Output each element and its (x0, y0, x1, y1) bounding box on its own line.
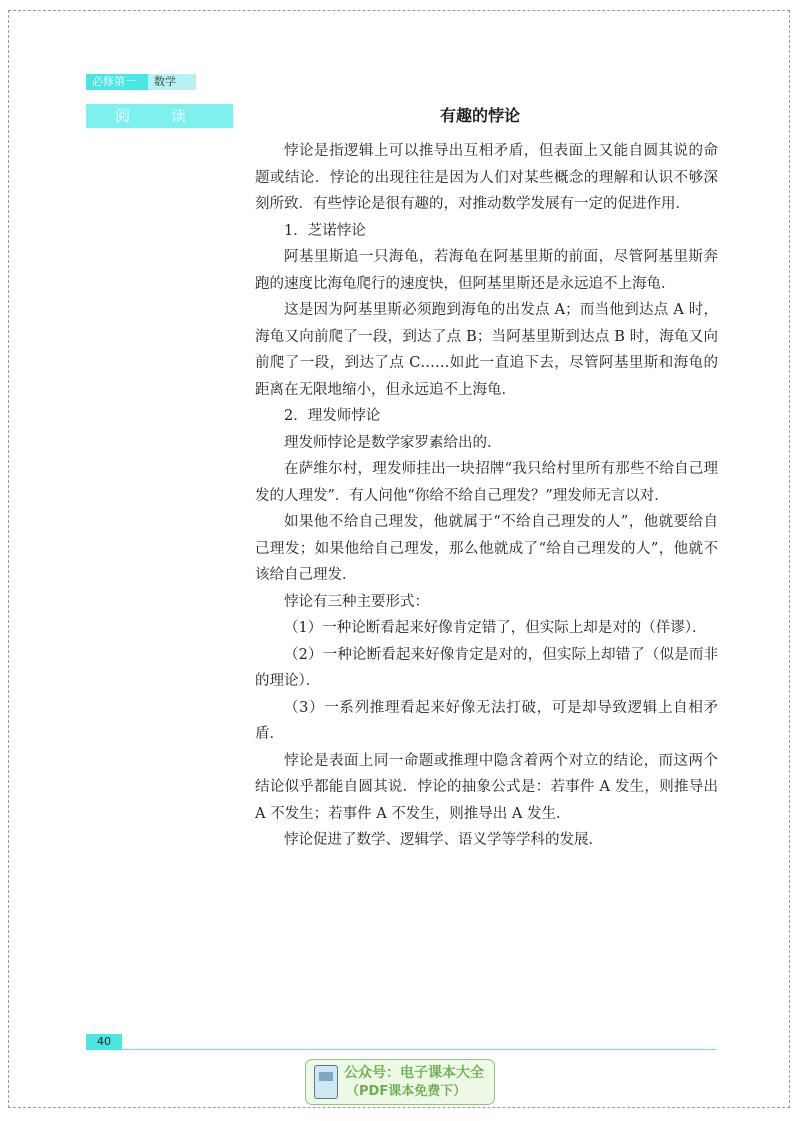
watermark-badge (305, 1059, 495, 1105)
list-item: （1）一种论断看起来好像肯定错了，但实际上却是对的（佯谬）． (284, 620, 707, 636)
list-item: （2）一种论断看起来好像肯定是对的，但实际上却错了（似是而非的理论）． (255, 646, 718, 689)
paragraph: 如果他不给自己理发，他就属于“不给自己理发的人”，他就要给自己理发；如果他给自己理发，那么他就成了“给自己理发的人”，他就不该给自己理发． (255, 514, 718, 583)
section-heading: 2．理发师悖论 (284, 408, 381, 424)
reading-section-bar: 阅 读 (86, 104, 233, 128)
header-book-label: 必修第一册 (86, 74, 148, 90)
paragraph: 阿基里斯追一只海龟，若海龟在阿基里斯的前面，尽管阿基里斯奔跑的速度比海龟爬行的速度快，但阿基里斯还是永远追不上海龟． (255, 249, 718, 292)
paragraph: 理发师悖论是数学家罗素给出的． (284, 434, 502, 451)
paragraph: 在萨维尔村，理发师挂出一块招牌“我只给村里所有那些不给自己理发的人理发”．有人问他“你给不给自己理发？”理发师无言以对． (255, 461, 718, 504)
book-logo-icon (314, 1065, 338, 1099)
list-item: （3）一系列推理看起来好像无法打破，可是却导致逻辑上自相矛盾． (255, 699, 718, 742)
paragraph: 悖论有三种主要形式： (284, 593, 429, 610)
page-number: 40 (86, 1034, 122, 1050)
paragraph: 悖论是指逻辑上可以推导出互相矛盾，但表面上又能自圆其说的命题或结论．悖论的出现往往是因为人们对某些概念的理解和认识不够深刻所致．有些悖论是很有趣的，对推动数学发展有一定的促进作用． (255, 143, 718, 212)
watermark-line-2: （PDF课本免费下） (346, 1084, 467, 1099)
article-title: 有趣的悖论 (439, 106, 520, 125)
header-subject-label: 数学 (148, 74, 196, 90)
paragraph: 悖论是表面上同一命题或推理中隐含着两个对立的结论，而这两个结论似乎都能自圆其说．悖论的抽象公式是：若事件 A 发生，则推导出 A 不发生；若事件 A 不发生，则推导出 A 发生． (255, 752, 718, 822)
section-heading: 1．芝诺悖论 (284, 222, 366, 239)
paragraph: 这是因为阿基里斯必须跑到海龟的出发点 A；而当他到达点 A 时，海龟又向前爬了一段，到达了点 B；当阿基里斯到达点 B 时，海龟又向前爬了一段，到达了点 C……如此一直追下去，尽管阿基里斯和海龟的距离在无限地缩小，但永远追不上海龟． (255, 302, 718, 398)
running-header (86, 74, 196, 104)
watermark-line-1: 公众号：电子课本大全 (344, 1065, 484, 1081)
article-body (255, 138, 718, 854)
paragraph: 悖论促进了数学、逻辑学、语义学等学科的发展． (284, 832, 603, 848)
footer-rule (86, 1049, 716, 1050)
